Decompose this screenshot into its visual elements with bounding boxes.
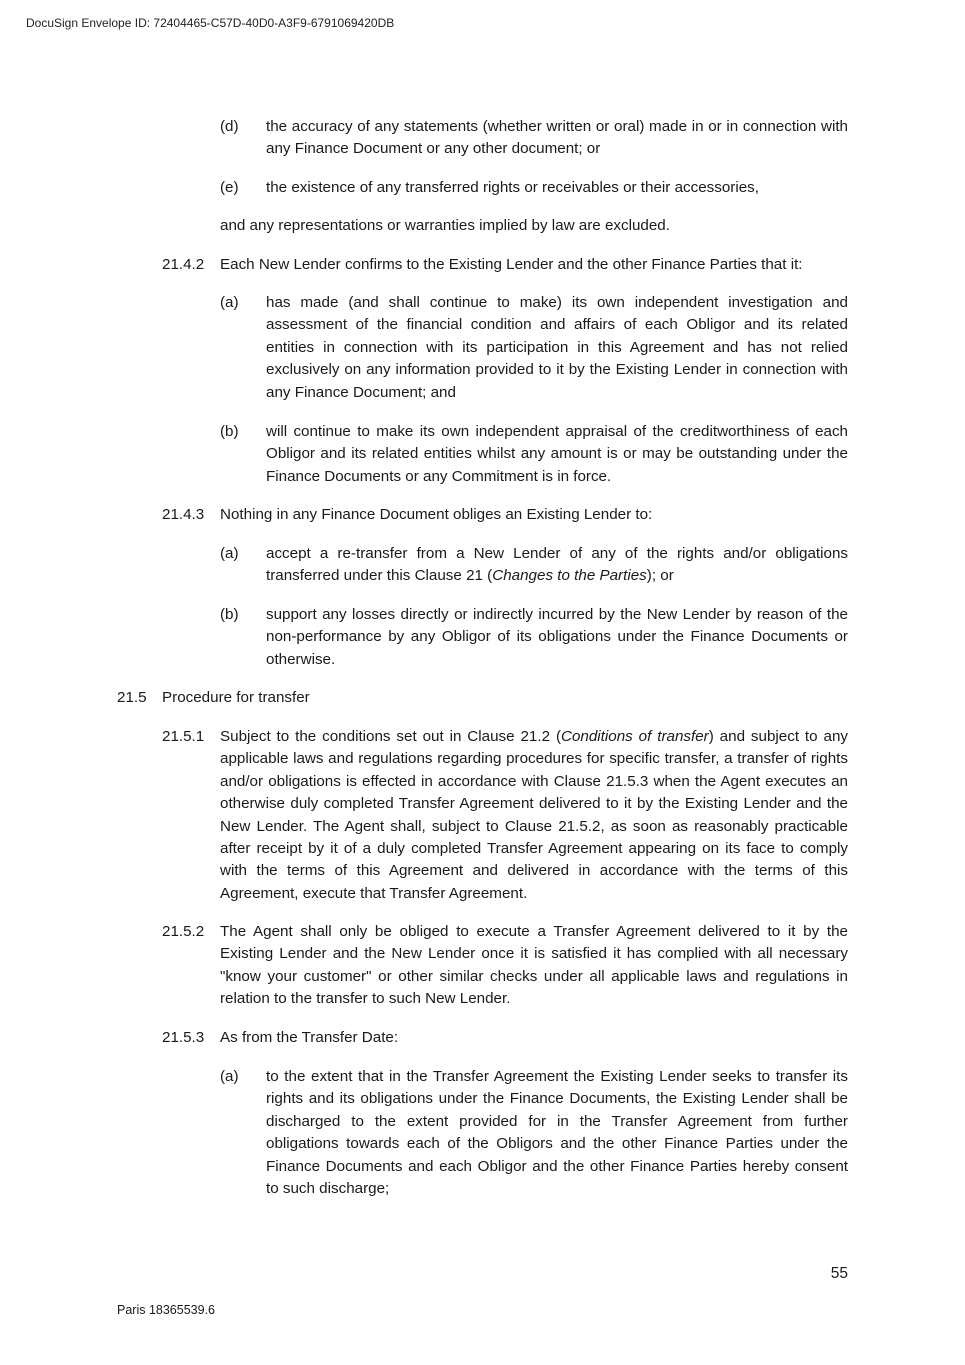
italic-reference: Changes to the Parties <box>492 567 647 585</box>
item-label-21-4-3-a: (a) <box>220 545 239 562</box>
clause-number-21-5-2: 21.5.2 <box>162 923 205 940</box>
item-text-21-4-3-b: support any losses directly or indirectly incurred by the New Lender by reason of the non-performance by any Obligor of its obligations under the Finance Documents or otherwise. <box>266 606 848 668</box>
docusign-envelope-id: DocuSign Envelope ID: 72404465-C57D-40D0-A3F9-6791069420DB <box>26 16 395 30</box>
clause-number-21-5: 21.5 <box>117 689 147 706</box>
page-number: 55 <box>830 1265 848 1282</box>
italic-reference: Conditions of transfer <box>561 728 709 745</box>
closing-sentence: and any representations or warranties implied by law are excluded. <box>220 217 670 234</box>
item-label-d: (d) <box>220 118 239 135</box>
item-text-d: the accuracy of any statements (whether written or oral) made in or in connection with any Finance Document or any other document; or <box>266 118 848 158</box>
clause-title-21-5: Procedure for transfer <box>162 689 310 706</box>
item-text-21-4-2-a: has made (and shall continue to make) its own independent investigation and assessment of the financial condition and affairs of each Obligor and its related entities in connection with its participation in this Agreement and has not relied exclusively on any information provided to it by the Existing Lender in connection with any Finance Document; and <box>266 294 848 401</box>
item-label-21-5-3-a: (a) <box>220 1068 239 1085</box>
clause-number-21-4-3: 21.4.3 <box>162 506 205 523</box>
item-text-e: the existence of any transferred rights or receivables or their accessories, <box>266 179 759 196</box>
item-label-21-4-2-a: (a) <box>220 294 239 311</box>
clause-number-21-5-1: 21.5.1 <box>162 728 205 745</box>
document-reference: Paris 18365539.6 <box>117 1303 215 1317</box>
clause-text-21-4-2: Each New Lender confirms to the Existing Lender and the other Finance Parties that it: <box>220 256 803 273</box>
item-label-21-4-3-b: (b) <box>220 606 239 623</box>
clause-number-21-4-2: 21.4.2 <box>162 256 205 273</box>
item-text-21-5-3-a: to the extent that in the Transfer Agreement the Existing Lender seeks to transfer its rights and its obligations under the Finance Documents, the Existing Lender shall be discharged to the extent provided for in the Transfer Agreement from further obligations towards each of the Obligors and the other Finance Parties under the Finance Documents and each Obligor and the other Finance Parties hereby consent to such discharge; <box>266 1068 848 1198</box>
clause-text-21-5-2: The Agent shall only be obliged to execute a Transfer Agreement delivered to it by the Existing Lender and the New Lender once it is satisfied it has complied with all necessary "know your customer" or other similar checks under all applicable laws and regulations in relation to the transfer to such New Lender. <box>220 923 848 1008</box>
item-text-21-4-2-b: will continue to make its own independent appraisal of the creditworthiness of each Obligor and its related entities whilst any amount is or may be outstanding under the Finance Documents or any Commitment is in force. <box>266 423 848 485</box>
item-label-21-4-2-b: (b) <box>220 423 239 440</box>
item-label-e: (e) <box>220 179 239 196</box>
clause-text-21-5-3: As from the Transfer Date: <box>220 1029 399 1046</box>
clause-text-21-4-3: Nothing in any Finance Document obliges an Existing Lender to: <box>220 506 653 523</box>
clause-number-21-5-3: 21.5.3 <box>162 1029 205 1046</box>
item-text-21-4-3-a: accept a re-transfer from a New Lender of any of the rights and/or obligations transferred under this Clause 21 (Changes to the Parties); or <box>266 545 848 585</box>
clause-text-21-5-1: Subject to the conditions set out in Clause 21.2 (Conditions of transfer) and subject to any applicable laws and regulations regarding procedures for specific transfer, a transfer of rights and/or obligations is effected in accordance with Clause 21.5.3 when the Agent executes an otherwise duly completed Transfer Agreement delivered to it by the Existing Lender and the New Lender. The Agent shall, subject to Clause 21.5.2, as soon as reasonably practicable after receipt by it of a duly completed Transfer Agreement appearing on its face to comply with the terms of this Agreement and delivered in accordance with the terms of this Agreement, execute that Transfer Agreement. <box>220 728 848 902</box>
